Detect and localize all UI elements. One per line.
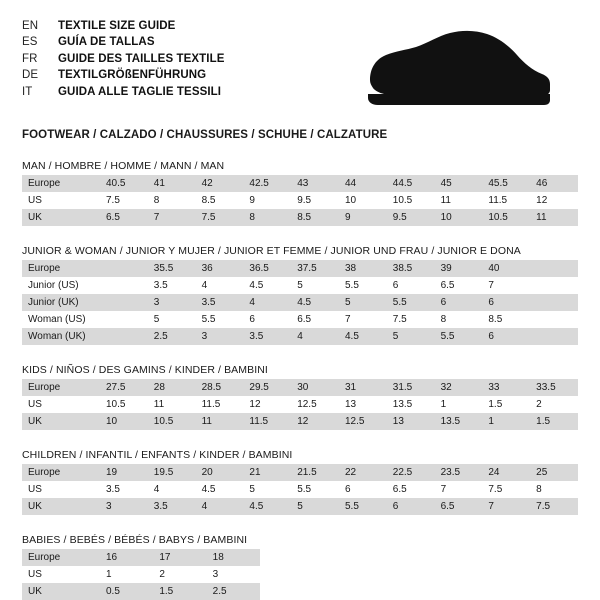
size-cell	[530, 294, 578, 311]
language-code: IT	[22, 85, 33, 98]
size-cell: 12	[291, 413, 339, 430]
language-code: ES	[22, 36, 38, 49]
size-cell: 9.5	[387, 209, 435, 226]
table-row	[22, 566, 260, 583]
size-group-man	[22, 160, 578, 226]
size-cell: 4	[291, 328, 339, 345]
size-cell: 9	[339, 209, 387, 226]
size-cell: 10	[344, 195, 357, 206]
size-cell: 3.5	[243, 328, 291, 345]
language-title: TEXTILGRÖßENFÜHRUNG	[58, 69, 207, 82]
size-cell: 7	[344, 314, 351, 325]
size-cell: 17	[153, 549, 206, 566]
size-cell: 7	[440, 484, 447, 495]
size-cell: 7.5	[196, 209, 244, 226]
size-cell: 45	[435, 175, 483, 192]
table-row	[22, 209, 578, 226]
size-cell: 36.5	[243, 260, 291, 277]
language-title: GUIDA ALLE TAGLIE TESSILI	[58, 85, 222, 98]
size-cell: 11.5	[201, 399, 221, 410]
size-cell: 1	[482, 413, 530, 430]
size-cell: 11.5	[243, 413, 291, 430]
size-cell: 39	[435, 260, 483, 277]
size-cell: 6	[387, 498, 435, 515]
size-cell: 6	[435, 294, 483, 311]
size-cell: 10.5	[106, 399, 126, 410]
table-row	[22, 379, 578, 396]
size-cell: 13.5	[392, 399, 413, 410]
table-row	[22, 413, 578, 430]
size-cell: 8	[153, 195, 160, 206]
size-cell: 40	[482, 260, 530, 277]
size-cell: 9.5	[297, 195, 312, 206]
size-cell: 4	[243, 294, 291, 311]
row-label: Europe	[22, 379, 100, 396]
size-cell: 5	[297, 280, 303, 291]
size-cell	[530, 260, 578, 277]
size-cell: 7.5	[488, 484, 503, 495]
size-cell	[100, 328, 148, 345]
size-cell: 3	[100, 498, 148, 515]
row-label: Junior (US)	[28, 280, 79, 291]
size-cell: 6.5	[392, 484, 407, 495]
size-cell: 3.5	[106, 484, 120, 495]
size-cell: 4.5	[249, 280, 264, 291]
size-cell: 5	[249, 484, 255, 495]
size-table	[22, 379, 578, 430]
language-title: TEXTILE SIZE GUIDE	[58, 20, 176, 32]
row-label: Junior (UK)	[22, 294, 100, 311]
size-cell: 31.5	[387, 379, 435, 396]
size-cell: 2.5	[148, 328, 196, 345]
row-label: Woman (US)	[28, 314, 86, 325]
size-cell: 4	[196, 498, 244, 515]
size-cell: 7	[488, 280, 494, 291]
size-cell: 7	[148, 209, 196, 226]
size-cell: 10	[435, 209, 483, 226]
size-cell: 7	[482, 498, 530, 515]
language-title: GUIDE DES TAILLES TEXTILE	[58, 52, 225, 65]
size-cell: 22.5	[387, 464, 435, 481]
size-cell: 4.5	[339, 328, 387, 345]
size-table	[22, 464, 578, 515]
footwear-section-title: FOOTWEAR / CALZADO / CHAUSSURES / SCHUHE / CALZATURE	[22, 129, 388, 141]
size-cell: 6	[482, 294, 530, 311]
table-row	[22, 583, 260, 600]
size-cell: 40.5	[100, 175, 148, 192]
size-cell: 6.5	[100, 209, 148, 226]
size-cell: 24	[482, 464, 530, 481]
size-cell: 8	[536, 484, 542, 495]
language-code: FR	[22, 52, 38, 65]
size-cell: 12.5	[339, 413, 387, 430]
size-cell: 5	[153, 314, 160, 325]
row-label: Europe	[22, 464, 100, 481]
size-cell: 9	[249, 195, 255, 206]
size-cell: 38.5	[387, 260, 435, 277]
size-cell: 31	[339, 379, 387, 396]
size-cell: 11	[153, 399, 165, 410]
row-label: Europe	[22, 175, 100, 192]
size-cell: 6	[482, 328, 530, 345]
size-cell: 6.5	[297, 314, 312, 325]
size-cell: 7.5	[392, 314, 407, 325]
size-cell: 19	[100, 464, 148, 481]
language-title-list	[22, 18, 225, 100]
size-cell: 5.5	[339, 498, 387, 515]
page-header	[22, 18, 578, 114]
size-cell: 10.5	[148, 413, 196, 430]
size-cell: 25	[530, 464, 578, 481]
size-cell	[530, 311, 578, 328]
size-cell: 21	[243, 464, 291, 481]
size-cell: 20	[196, 464, 244, 481]
language-code: EN	[22, 20, 39, 32]
size-cell: 42.5	[243, 175, 291, 192]
size-cell: 4	[153, 484, 160, 495]
dress-shoe-icon	[362, 28, 552, 114]
table-row	[22, 192, 578, 209]
table-row	[22, 464, 578, 481]
size-group-children	[22, 449, 578, 515]
size-cell: 3	[212, 569, 219, 580]
language-title-list-body	[22, 18, 225, 100]
table-row	[22, 260, 578, 277]
size-cell: 30	[291, 379, 339, 396]
row-label: Europe	[22, 549, 100, 566]
row-label: UK	[22, 209, 100, 226]
size-cell: 13	[387, 413, 435, 430]
table-row	[22, 549, 260, 566]
language-row	[22, 67, 225, 83]
size-cell: 5.5	[435, 328, 483, 345]
size-cell: 29.5	[243, 379, 291, 396]
row-label: US	[28, 195, 42, 206]
size-cell: 11	[440, 195, 451, 206]
size-cell: 37.5	[291, 260, 339, 277]
language-code: DE	[22, 69, 39, 82]
language-row	[22, 51, 225, 67]
size-cell	[100, 294, 148, 311]
size-cell: 8.5	[488, 314, 503, 325]
size-cell: 12	[249, 399, 261, 410]
size-cell: 7.5	[530, 498, 578, 515]
row-label: UK	[22, 413, 100, 430]
size-cell: 6.5	[440, 280, 455, 291]
size-cell: 28	[148, 379, 196, 396]
size-cell: 11	[530, 209, 578, 226]
size-cell: 0.5	[100, 583, 153, 600]
size-cell: 33.5	[530, 379, 578, 396]
size-cell: 36	[196, 260, 244, 277]
size-cell: 5	[387, 328, 435, 345]
size-cell: 6	[392, 280, 399, 291]
table-row	[22, 294, 578, 311]
size-cell: 3	[196, 328, 244, 345]
size-cell	[530, 277, 578, 294]
size-cell: 11.5	[488, 195, 508, 206]
size-cell: 10.5	[392, 195, 413, 206]
size-cell: 32	[435, 379, 483, 396]
size-cell: 1	[106, 569, 112, 580]
size-cell: 1.5	[530, 413, 578, 430]
row-label: UK	[22, 498, 100, 515]
size-table	[22, 549, 260, 600]
size-table	[22, 175, 578, 226]
size-cell: 33	[482, 379, 530, 396]
size-cell: 2	[159, 569, 165, 580]
size-cell: 4.5	[201, 484, 216, 495]
size-cell: 5	[291, 498, 339, 515]
size-cell: 8	[440, 314, 447, 325]
row-label: UK	[22, 583, 100, 600]
size-cell: 1.5	[488, 399, 503, 410]
language-title: GUÍA DE TALLAS	[58, 36, 155, 49]
size-cell: 5	[339, 294, 387, 311]
size-cell: 12	[536, 195, 548, 206]
size-cell	[100, 260, 148, 277]
size-cell: 22	[339, 464, 387, 481]
size-cell: 5.5	[387, 294, 435, 311]
group-label: KIDS / NIÑOS / DES GAMINS / KINDER / BAMBINI	[22, 364, 268, 376]
size-cell: 13	[344, 399, 357, 410]
language-row	[22, 34, 225, 50]
size-cell: 5.5	[297, 484, 312, 495]
size-cell: 13.5	[435, 413, 483, 430]
table-row	[22, 481, 578, 498]
size-cell: 5.5	[201, 314, 216, 325]
row-label: US	[28, 569, 42, 580]
size-cell: 41	[148, 175, 196, 192]
size-cell: 44.5	[387, 175, 435, 192]
size-cell: 6	[249, 314, 255, 325]
table-row	[22, 396, 578, 413]
size-cell: 5.5	[344, 280, 359, 291]
size-cell: 16	[100, 549, 153, 566]
size-cell: 23.5	[435, 464, 483, 481]
size-group-junior-woman	[22, 245, 578, 345]
size-cell	[530, 328, 578, 345]
size-cell: 4	[201, 280, 208, 291]
size-cell: 3	[148, 294, 196, 311]
language-row	[22, 84, 225, 100]
group-label: MAN / HOMBRE / HOMME / MANN / MAN	[22, 160, 225, 172]
size-group-kids	[22, 364, 578, 430]
size-cell: 44	[339, 175, 387, 192]
size-cell: 2	[536, 399, 542, 410]
size-group-babies	[22, 534, 578, 600]
size-cell: 27.5	[100, 379, 148, 396]
table-row	[22, 311, 578, 328]
size-cell: 43	[291, 175, 339, 192]
row-label: US	[28, 399, 42, 410]
table-row	[22, 328, 578, 345]
group-label: CHILDREN / INFANTIL / ENFANTS / KINDER / BAMBINI	[22, 449, 293, 461]
size-cell: 45.5	[482, 175, 530, 192]
row-label: US	[28, 484, 42, 495]
size-cell: 3.5	[153, 280, 168, 291]
size-cell: 46	[530, 175, 578, 192]
size-cell: 7.5	[106, 195, 120, 206]
size-cell: 4.5	[243, 498, 291, 515]
size-cell: 4.5	[291, 294, 339, 311]
size-cell: 2.5	[207, 583, 260, 600]
size-cell: 8.5	[291, 209, 339, 226]
row-label: Woman (UK)	[22, 328, 100, 345]
size-cell: 18	[207, 549, 260, 566]
size-cell: 3.5	[196, 294, 244, 311]
table-row	[22, 277, 578, 294]
size-cell: 10	[100, 413, 148, 430]
size-cell: 28.5	[196, 379, 244, 396]
size-cell: 21.5	[291, 464, 339, 481]
size-cell: 38	[339, 260, 387, 277]
size-cell: 35.5	[148, 260, 196, 277]
size-cell: 10.5	[482, 209, 530, 226]
group-label: BABIES / BEBÉS / BÉBÉS / BABYS / BAMBINI	[22, 534, 248, 546]
row-label: Europe	[22, 260, 100, 277]
table-row	[22, 175, 578, 192]
size-table	[22, 260, 578, 345]
size-cell: 6	[344, 484, 351, 495]
size-cell	[100, 277, 148, 294]
group-label: JUNIOR & WOMAN / JUNIOR Y MUJER / JUNIOR ET FEMME / JUNIOR UND FRAU / JUNIOR E DONA	[22, 245, 521, 257]
language-row	[22, 18, 225, 34]
size-cell: 1	[440, 399, 447, 410]
size-cell: 19.5	[148, 464, 196, 481]
size-cell: 42	[196, 175, 244, 192]
size-cell	[100, 311, 148, 328]
size-cell: 6.5	[435, 498, 483, 515]
size-cell: 8	[243, 209, 291, 226]
size-cell: 11	[196, 413, 244, 430]
size-cell: 12.5	[297, 399, 317, 410]
table-row	[22, 498, 578, 515]
size-cell: 8.5	[201, 195, 216, 206]
size-cell: 1.5	[153, 583, 206, 600]
size-cell: 3.5	[148, 498, 196, 515]
